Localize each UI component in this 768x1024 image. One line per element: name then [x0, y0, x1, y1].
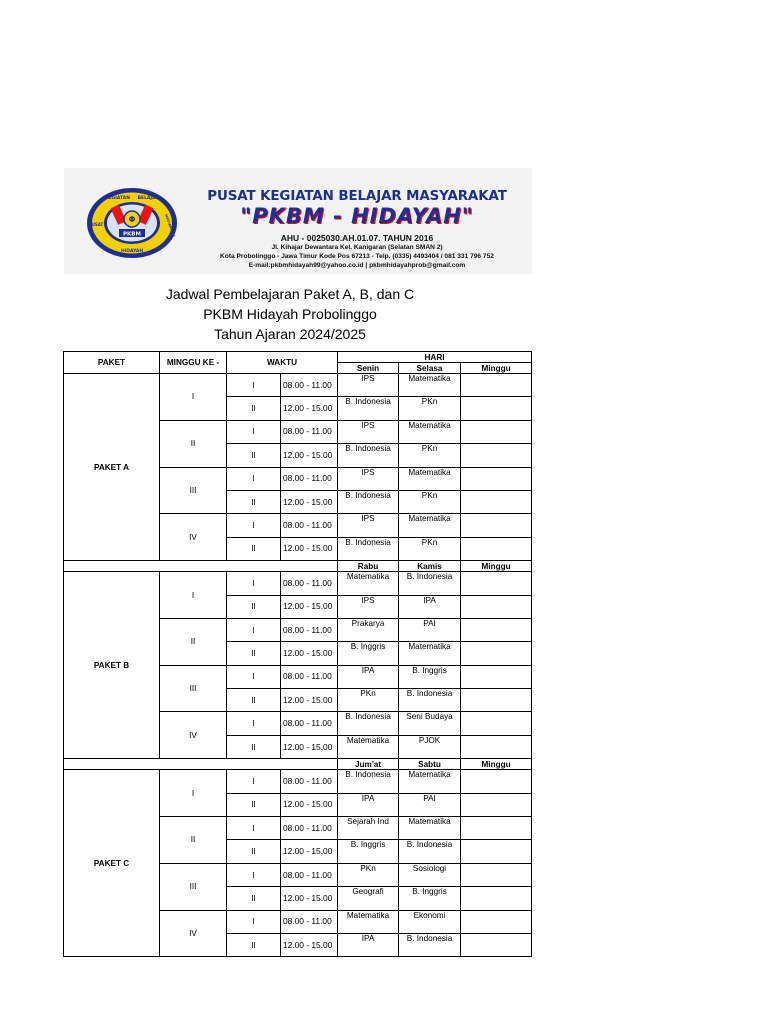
session-number: II — [227, 490, 281, 513]
session-time: 12.00 - 15.00 — [281, 689, 338, 712]
subject-cell: PKn — [338, 863, 399, 886]
session-number: I — [227, 374, 281, 397]
session-number: II — [227, 933, 281, 956]
subject-cell — [461, 572, 532, 595]
letterhead-name: "PKBM - HIDAYAH" — [240, 204, 474, 228]
session-number: II — [227, 840, 281, 863]
title-line-1: Jadwal Pembelajaran Paket A, B, dan C — [165, 286, 415, 302]
session-number: I — [227, 618, 281, 641]
subject-cell: B. Inggris — [338, 840, 399, 863]
subject-cell — [461, 444, 532, 467]
week-label: III — [160, 863, 227, 910]
session-time: 08.00 - 11.00 — [281, 863, 338, 886]
subject-cell — [461, 887, 532, 910]
session-number: II — [227, 444, 281, 467]
session-time: 08.00 - 11.00 — [281, 374, 338, 397]
session-time: 12.00 - 15.00 — [281, 933, 338, 956]
table-row — [64, 572, 532, 595]
subject-cell: B. Indonesia — [338, 397, 399, 420]
paket-label: PAKET C — [64, 770, 160, 957]
subject-cell: B. Indonesia — [338, 770, 399, 793]
session-time: 12.00 - 15.00 — [281, 642, 338, 665]
svg-text:KEGIATAN BELAJAR: KEGIATAN BELAJAR — [104, 196, 160, 201]
header-paket: PAKET — [64, 352, 160, 374]
subject-cell: PJOK — [399, 735, 461, 758]
day-header: Minggu — [461, 759, 532, 770]
session-time: 08.00 - 11.00 — [281, 910, 338, 933]
session-number: I — [227, 817, 281, 840]
subject-cell: B. Inggris — [399, 887, 461, 910]
subject-cell: PKn — [399, 537, 461, 560]
session-time: 08.00 - 11.00 — [281, 572, 338, 595]
day-header: Minggu — [461, 561, 532, 572]
week-label: II — [160, 420, 227, 467]
session-time: 08.00 - 11.00 — [281, 712, 338, 735]
subject-cell: IPS — [338, 420, 399, 443]
section-spacer — [64, 561, 338, 572]
subject-cell: Matematika — [399, 770, 461, 793]
table-row — [64, 770, 532, 793]
subject-cell: Seni Budaya — [399, 712, 461, 735]
day-header: Minggu — [461, 363, 532, 374]
letterhead-ahu: AHU - 0025030.AH.01.07. TAHUN 2016 — [280, 233, 434, 243]
subject-cell: B. Indonesia — [338, 537, 399, 560]
subject-cell: Matematika — [399, 817, 461, 840]
session-number: I — [227, 420, 281, 443]
svg-text:MASYARAKAT: MASYARAKAT — [163, 213, 176, 238]
subject-cell: Geografi — [338, 887, 399, 910]
subject-cell — [461, 689, 532, 712]
subject-cell: IPS — [338, 374, 399, 397]
week-label: I — [160, 572, 227, 619]
subject-cell: PKn — [399, 397, 461, 420]
paket-label: PAKET B — [64, 572, 160, 759]
subject-cell: Matematika — [399, 374, 461, 397]
session-number: II — [227, 887, 281, 910]
session-number: I — [227, 467, 281, 490]
letterhead-title: PUSAT KEGIATAN BELAJAR MASYARAKAT — [207, 189, 507, 204]
subject-cell: Matematika — [399, 514, 461, 537]
subject-cell: PAI — [399, 793, 461, 816]
schedule-table — [63, 351, 532, 957]
subject-cell: B. Indonesia — [399, 840, 461, 863]
day-header: Jum'at — [338, 759, 399, 770]
pkbm-logo — [86, 186, 178, 260]
session-number: II — [227, 537, 281, 560]
session-time: 08.00 - 11.00 — [281, 817, 338, 840]
subject-cell: IPA — [338, 793, 399, 816]
header-row — [64, 352, 532, 363]
session-number: I — [227, 712, 281, 735]
subject-cell: B. Indonesia — [399, 572, 461, 595]
subject-cell — [461, 514, 532, 537]
subject-cell: Matematika — [338, 572, 399, 595]
session-time: 08.00 - 11.00 — [281, 665, 338, 688]
subject-cell: Sosiologi — [399, 863, 461, 886]
subject-cell — [461, 863, 532, 886]
session-number: I — [227, 514, 281, 537]
week-label: I — [160, 374, 227, 421]
week-label: II — [160, 817, 227, 864]
subject-cell: B. Indonesia — [338, 712, 399, 735]
subject-cell — [461, 374, 532, 397]
subject-cell — [461, 537, 532, 560]
subject-cell: B. Inggris — [338, 642, 399, 665]
week-label: IV — [160, 712, 227, 759]
subject-cell — [461, 397, 532, 420]
session-time: 12.00 - 15.00 — [281, 537, 338, 560]
week-label: III — [160, 467, 227, 514]
svg-text:PUSAT: PUSAT — [88, 222, 104, 227]
subject-cell: PKn — [338, 689, 399, 712]
subject-cell: IPS — [338, 467, 399, 490]
subject-cell: PKn — [399, 444, 461, 467]
subject-cell — [461, 735, 532, 758]
session-time: 12.00 - 15.00 — [281, 887, 338, 910]
subject-cell — [461, 490, 532, 513]
day-header-row — [64, 759, 532, 770]
subject-cell: Prakarya — [338, 618, 399, 641]
session-number: II — [227, 793, 281, 816]
day-header: Rabu — [338, 561, 399, 572]
subject-cell — [461, 793, 532, 816]
header-hari: HARI — [338, 352, 532, 363]
session-time: 12.00 - 15.00 — [281, 595, 338, 618]
subject-cell: IPS — [338, 595, 399, 618]
subject-cell — [461, 618, 532, 641]
subject-cell — [461, 817, 532, 840]
day-header: Senin — [338, 363, 399, 374]
session-time: 12.00 - 15.00 — [281, 397, 338, 420]
subject-cell — [461, 840, 532, 863]
session-time: 08.00 - 11.00 — [281, 618, 338, 641]
subject-cell — [461, 467, 532, 490]
subject-cell — [461, 642, 532, 665]
session-time: 08.00 - 11.00 — [281, 770, 338, 793]
session-number: II — [227, 735, 281, 758]
session-time: 12.00 - 15.00 — [281, 490, 338, 513]
subject-cell: B. Indonesia — [399, 933, 461, 956]
title-line-2: PKBM Hidayah Probolinggo — [203, 306, 377, 322]
session-time: 12.00 - 15.00 — [281, 735, 338, 758]
subject-cell — [461, 665, 532, 688]
subject-cell: Matematika — [399, 420, 461, 443]
session-time: 08.00 - 11.00 — [281, 420, 338, 443]
session-number: I — [227, 770, 281, 793]
svg-text:HIDAYAH: HIDAYAH — [120, 249, 144, 254]
subject-cell — [461, 770, 532, 793]
section-spacer — [64, 759, 338, 770]
subject-cell: B. Indonesia — [338, 444, 399, 467]
week-label: I — [160, 770, 227, 817]
subject-cell: Matematika — [399, 467, 461, 490]
day-header-row — [64, 561, 532, 572]
subject-cell: IPA — [399, 595, 461, 618]
session-number: I — [227, 665, 281, 688]
session-number: I — [227, 572, 281, 595]
table-row — [64, 374, 532, 397]
subject-cell: PKn — [399, 490, 461, 513]
subject-cell: B. Indonesia — [399, 689, 461, 712]
letterhead — [64, 168, 532, 274]
subject-cell: IPA — [338, 933, 399, 956]
subject-cell: Matematika — [338, 735, 399, 758]
header-minggu: MINGGU KE - — [160, 352, 227, 374]
session-time: 08.00 - 11.00 — [281, 467, 338, 490]
subject-cell — [461, 910, 532, 933]
subject-cell: Ekonomi — [399, 910, 461, 933]
svg-text:Φ: Φ — [128, 215, 136, 224]
document-title — [120, 284, 460, 344]
letterhead-address-1: Jl. Kihajar Dewantara Kel. Kanigaran (Selatan SMAN 2) — [271, 244, 443, 251]
subject-cell: PAI — [399, 618, 461, 641]
subject-cell: B. Indonesia — [338, 490, 399, 513]
subject-cell — [461, 595, 532, 618]
week-label: IV — [160, 514, 227, 561]
letterhead-email: E-mail:pkbmhidayah99@yahoo.co.id | pkbmhidayahprob@gmail.com — [248, 262, 466, 269]
subject-cell: B. Inggris — [399, 665, 461, 688]
day-header: Sabtu — [399, 759, 461, 770]
day-header: Kamis — [399, 561, 461, 572]
session-number: I — [227, 863, 281, 886]
week-label: IV — [160, 910, 227, 957]
session-time: 12.00 - 15.00 — [281, 840, 338, 863]
week-label: II — [160, 618, 227, 665]
svg-text:PKBM: PKBM — [123, 231, 141, 238]
subject-cell — [461, 712, 532, 735]
week-label: III — [160, 665, 227, 712]
title-line-3: Tahun Ajaran 2024/2025 — [214, 326, 366, 342]
paket-label: PAKET A — [64, 374, 160, 561]
session-number: II — [227, 397, 281, 420]
letterhead-address-2: Kota Probolinggo - Jawa Timur Kode Pos 67213 - Telp. (0335) 4493404 / 081 331 796 752 — [220, 253, 494, 260]
subject-cell: Matematika — [399, 642, 461, 665]
subject-cell: Sejarah Ind — [338, 817, 399, 840]
session-time: 12.00 - 15.00 — [281, 793, 338, 816]
subject-cell — [461, 933, 532, 956]
subject-cell: Matematika — [338, 910, 399, 933]
subject-cell — [461, 420, 532, 443]
schedule-body — [64, 352, 532, 957]
session-number: II — [227, 689, 281, 712]
session-time: 12.00 - 15.00 — [281, 444, 338, 467]
session-number: II — [227, 642, 281, 665]
header-waktu: WAKTU — [227, 352, 338, 374]
subject-cell: IPA — [338, 665, 399, 688]
session-number: I — [227, 910, 281, 933]
session-time: 08.00 - 11.00 — [281, 514, 338, 537]
day-header: Selasa — [399, 363, 461, 374]
session-number: II — [227, 595, 281, 618]
subject-cell: IPS — [338, 514, 399, 537]
